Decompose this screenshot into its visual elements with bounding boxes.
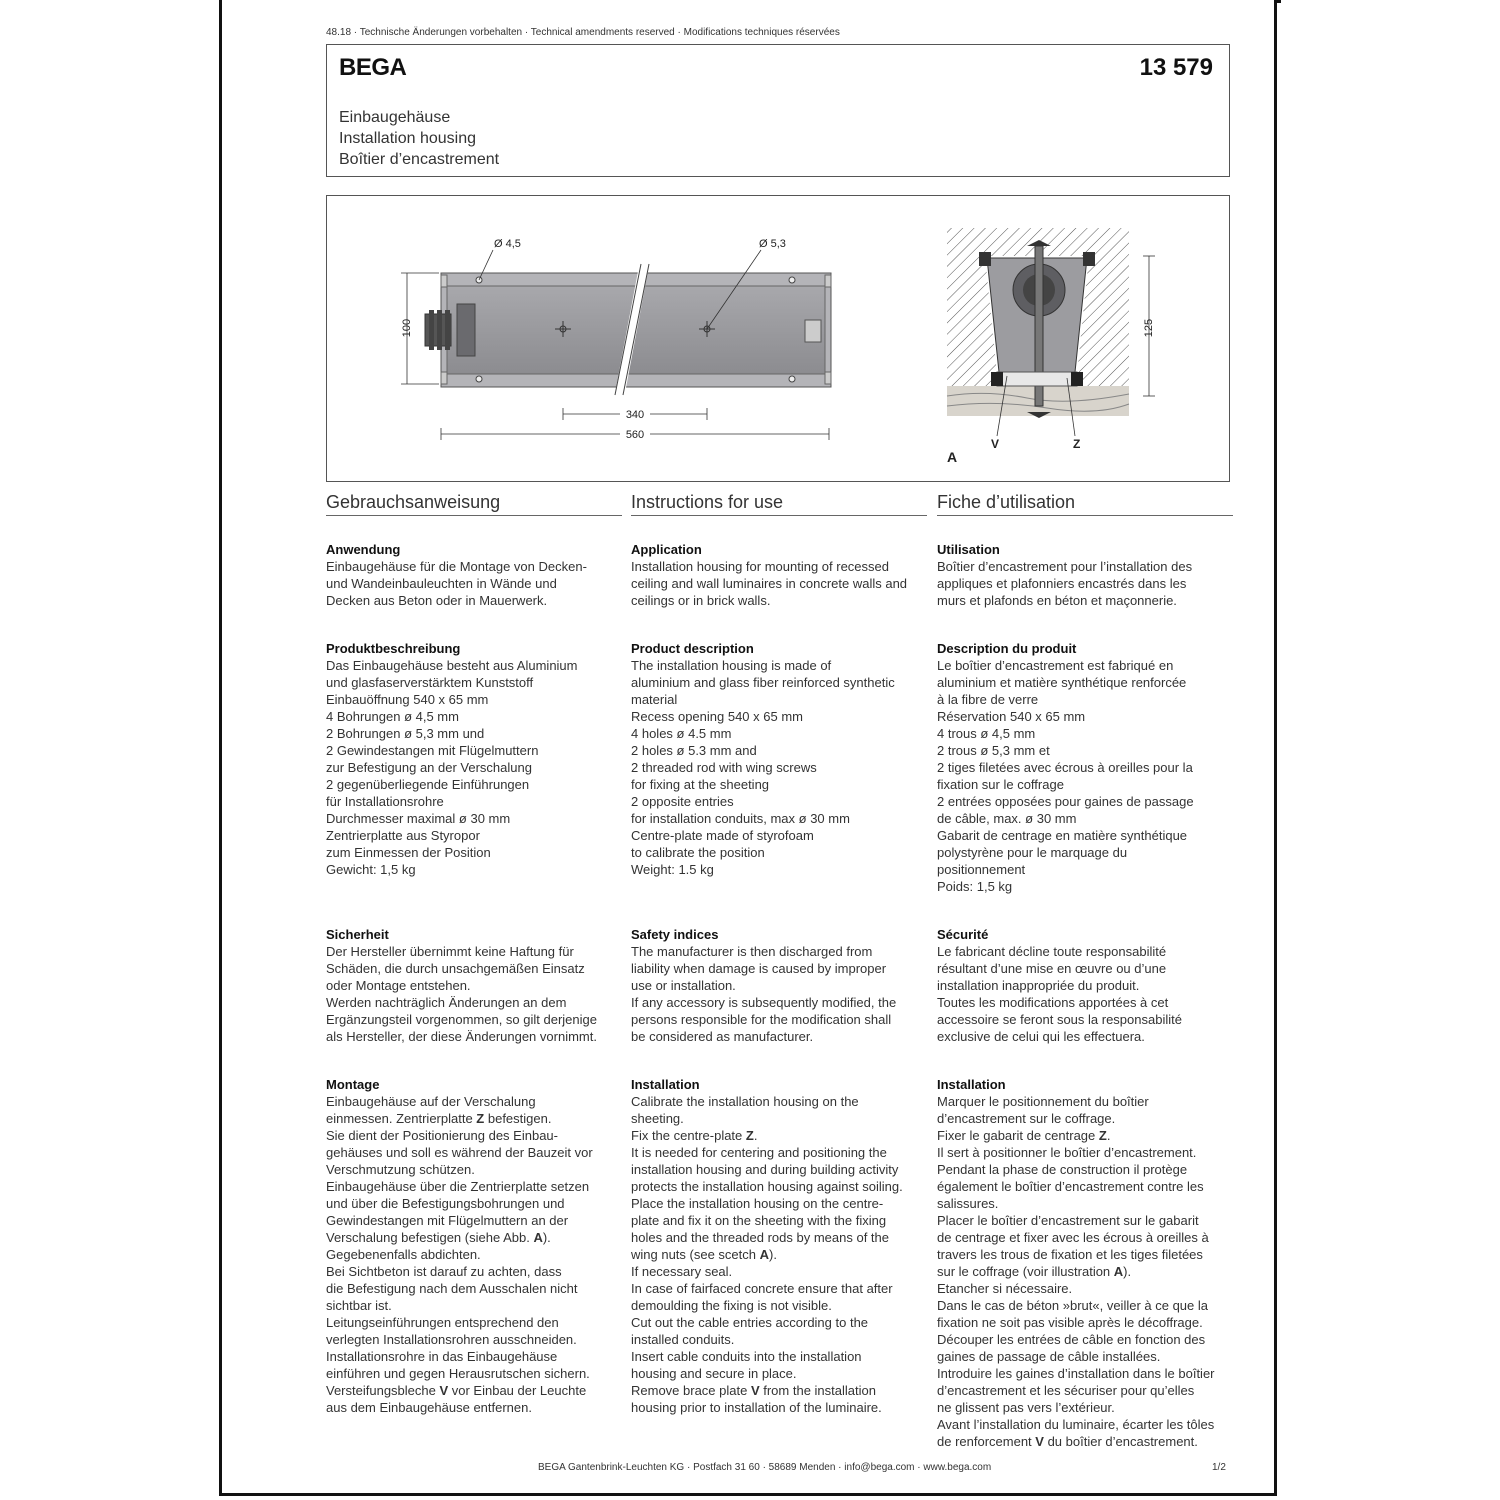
section-line: to calibrate the position (631, 845, 765, 860)
section-line: Zentrierplatte aus Styropor (326, 828, 480, 843)
section-line: The installation housing is made of (631, 658, 832, 673)
section-line: Versteifungsbleche V vor Einbau der Leuchte (326, 1383, 587, 1398)
section-line: Schäden, die durch unsachgemäßen Einsatz (326, 961, 585, 976)
section-line: 2 opposite entries (631, 794, 734, 809)
section-line: oder Montage entstehen. (326, 978, 471, 993)
section-line: Il sert à positionner le boîtier d’encastrement. (937, 1145, 1197, 1160)
section-line: Gewicht: 1,5 kg (326, 862, 416, 877)
section-line: sheeting. (631, 1111, 684, 1126)
section-line: 2 trous ø 5,3 mm et (937, 743, 1050, 758)
section-line: polystyrène pour le marquage du (937, 845, 1128, 860)
section-line: fixation ne soit pas visible après le décoffrage. (937, 1315, 1203, 1330)
section-line: fixation sur le coffrage (937, 777, 1064, 792)
section-line: installation housing and during building activity (631, 1162, 899, 1177)
column-header: Instructions for use (631, 494, 927, 516)
section-title: Sicherheit (326, 927, 389, 942)
section-line: Introduire les gaines d’installation dans le boîtier (937, 1366, 1215, 1381)
column-header: Gebrauchsanweisung (326, 494, 622, 516)
section-line: sichtbar ist. (326, 1298, 392, 1313)
section-line: Weight: 1.5 kg (631, 862, 714, 877)
section-line: 2 holes ø 5.3 mm and (631, 743, 757, 758)
section-title: Utilisation (937, 542, 1000, 557)
section-line: demoulding the fixing is not visible. (631, 1298, 832, 1313)
section-line: Dans le cas de béton »brut«, veiller à ce que la (937, 1298, 1209, 1313)
section-line: 4 Bohrungen ø 4,5 mm (326, 709, 459, 724)
section-line: Insert cable conduits into the installation (631, 1349, 862, 1364)
section-line: Verschmutzung schützen. (326, 1162, 475, 1177)
section-line: Remove brace plate V from the installation (631, 1383, 876, 1398)
section-line: sur le coffrage (voir illustration A). (937, 1264, 1132, 1279)
section-line: Sie dient der Positionierung des Einbau- (326, 1128, 558, 1143)
instruction-section (631, 541, 927, 609)
section-line: accessoire se feront sous la responsabilité (937, 1012, 1182, 1027)
section-line: Cut out the cable entries according to the (631, 1315, 869, 1330)
section-line: ceiling and wall luminaires in concrete walls and (631, 576, 908, 591)
section-line: Einbaugehäuse auf der Verschalung (326, 1094, 536, 1109)
section-line: Calibrate the installation housing on the (631, 1094, 859, 1109)
footer-address: BEGA Gantenbrink-Leuchten KG · Postfach 31 60 · 58689 Menden · info@bega.com · www.bega.com (538, 1462, 992, 1473)
section-line: Einbauöffnung 540 x 65 mm (326, 692, 489, 707)
section-line: positionnement (937, 862, 1026, 877)
hole-label-large: Ø 5,3 (759, 238, 786, 250)
dim-outer-label: 560 (625, 429, 645, 441)
instruction-section (631, 926, 927, 1045)
section-line: for installation conduits, max ø 30 mm (631, 811, 850, 826)
section-line: Avant l’installation du luminaire, écarter les tôles (937, 1417, 1215, 1432)
section-line: d’encastrement et les sécuriser pour qu’elles (937, 1383, 1195, 1398)
section-line: Der Hersteller übernimmt keine Haftung für (326, 944, 574, 959)
section-title: Installation (631, 1077, 700, 1092)
section-line: Einbaugehäuse über die Zentrierplatte setzen (326, 1179, 590, 1194)
instruction-section (937, 926, 1233, 1045)
section-line: holes and the threaded rods by means of the (631, 1230, 890, 1245)
section-line: If any accessory is subsequently modified, the (631, 995, 897, 1010)
section-line: ceilings or in brick walls. (631, 593, 771, 608)
height-dim-label: 100 (401, 318, 413, 338)
instruction-section (326, 541, 622, 609)
section-line: Etancher si nécessaire. (937, 1281, 1073, 1296)
article-number: 13 579 (1139, 54, 1213, 81)
section-line: Découper les entrées de câble en fonction des (937, 1332, 1206, 1347)
section-line: housing prior to installation of the luminaire. (631, 1400, 882, 1415)
section-line: einführen und gegen Herausrutschen sichern. (326, 1366, 590, 1381)
section-line: de renforcement V du boîtier d’encastrement. (937, 1434, 1198, 1449)
section-line: als Hersteller, der diese Änderungen vornimmt. (326, 1029, 597, 1044)
brand-logo: BEGA (339, 54, 407, 81)
section-line: 2 entrées opposées pour gaines de passage (937, 794, 1194, 809)
conduit-entry-left (425, 304, 475, 356)
section-line: Recess opening 540 x 65 mm (631, 709, 803, 724)
section-line: die Befestigung nach dem Ausschalen nicht (326, 1281, 578, 1296)
section-line: Fix the centre-plate Z. (631, 1128, 758, 1143)
section-line: Das Einbaugehäuse besteht aus Aluminium (326, 658, 578, 673)
section-height-label: 125 (1143, 318, 1155, 338)
section-line: aluminium et matière synthétique renforcée (937, 675, 1187, 690)
section-line: wing nuts (see scetch A). (631, 1247, 777, 1262)
section-line: gehäuses und soll es während der Bauzeit vor (326, 1145, 593, 1160)
section-line: résultant d’une mise en œuvre ou d’une (937, 961, 1167, 976)
section-line: und glasfaserverstärktem Kunststoff (326, 675, 534, 690)
section-line: liability when damage is caused by improper (631, 961, 887, 976)
section-line: zur Befestigung an der Verschalung (326, 760, 532, 775)
section-view-a (947, 228, 1129, 418)
section-line: und über die Befestigungsbohrungen und (326, 1196, 565, 1211)
section-line: Gegebenenfalls abdichten. (326, 1247, 481, 1262)
instruction-section (326, 640, 622, 878)
section-title: Safety indices (631, 927, 719, 942)
section-line: travers les trous de fixation et les tiges filetées (937, 1247, 1203, 1262)
section-line: installed conduits. (631, 1332, 735, 1347)
instruction-section (937, 541, 1233, 609)
section-line: Gewindestangen mit Flügelmuttern an der (326, 1213, 569, 1228)
instruction-section (326, 1076, 622, 1416)
drawing-svg (327, 196, 1229, 481)
section-title: Produktbeschreibung (326, 641, 461, 656)
section-line: Le fabricant décline toute responsabilité (937, 944, 1167, 959)
section-line: It is needed for centering and positioning the (631, 1145, 887, 1160)
section-line: 2 gegenüberliegende Einführungen (326, 777, 530, 792)
section-line: Installation housing for mounting of recessed (631, 559, 889, 574)
section-line: Le boîtier d’encastrement est fabriqué en (937, 658, 1174, 673)
section-line: einmessen. Zentrierplatte Z befestigen. (326, 1111, 552, 1126)
section-line: d’encastrement sur le coffrage. (937, 1111, 1116, 1126)
section-line: 2 Bohrungen ø 5,3 mm und (326, 726, 485, 741)
column-header: Fiche d’utilisation (937, 494, 1233, 516)
section-line: verlegten Installationsrohren ausschneiden. (326, 1332, 577, 1347)
section-line: de câble, max. ø 30 mm (937, 811, 1077, 826)
housing-plan-view (425, 264, 831, 395)
section-line: ne glissent pas vers l’extérieur. (937, 1400, 1115, 1415)
meta-line: 48.18 · Technische Änderungen vorbehalten · Technical amendments reserved · Modifications techniques réservées (326, 27, 840, 38)
page-number: 1/2 (1212, 1462, 1226, 1473)
section-line: The manufacturer is then discharged from (631, 944, 873, 959)
section-line: protects the installation housing against soiling. (631, 1179, 903, 1194)
section-title: Installation (937, 1077, 1006, 1092)
label-z: Z (1073, 437, 1081, 451)
section-line: Gabarit de centrage en matière synthétique (937, 828, 1188, 843)
section-line: und Wandeinbauleuchten in Wände und (326, 576, 557, 591)
title-fr: Boîtier d’encastrement (339, 151, 500, 168)
section-title: Anwendung (326, 542, 401, 557)
section-line: Place the installation housing on the centre- (631, 1196, 884, 1211)
section-line: If necessary seal. (631, 1264, 733, 1279)
section-line: Toutes les modifications apportées à cet (937, 995, 1169, 1010)
section-line: Boîtier d’encastrement pour l’installation des (937, 559, 1193, 574)
section-line: In case of fairfaced concrete ensure that after (631, 1281, 893, 1296)
section-line: appliques et plafonniers encastrés dans les (937, 576, 1187, 591)
dim-inner-label: 340 (625, 409, 645, 421)
section-line: zum Einmessen der Position (326, 845, 491, 860)
section-line: für Installationsrohre (326, 794, 444, 809)
title-en: Installation housing (339, 130, 476, 147)
section-line: housing and secure in place. (631, 1366, 797, 1381)
section-line: Einbaugehäuse für die Montage von Decken- (326, 559, 587, 574)
column-english (631, 492, 927, 1415)
section-line: aus dem Einbaugehäuse entfernen. (326, 1400, 532, 1415)
section-line: 4 trous ø 4,5 mm (937, 726, 1036, 741)
section-line: Leitungseinführungen entsprechend den (326, 1315, 559, 1330)
product-titles (339, 107, 499, 170)
section-line: installation inappropriée du produit. (937, 978, 1140, 993)
section-line: Bei Sichtbeton ist darauf zu achten, dass (326, 1264, 562, 1279)
section-title: Montage (326, 1077, 380, 1092)
technical-drawing (326, 195, 1230, 482)
section-title: Application (631, 542, 702, 557)
section-line: Centre-plate made of styrofoam (631, 828, 814, 843)
section-line: Réservation 540 x 65 mm (937, 709, 1086, 724)
hole-label-small: Ø 4,5 (494, 238, 521, 250)
section-title: Sécurité (937, 927, 989, 942)
section-line: be considered as manufacturer. (631, 1029, 814, 1044)
section-line: for fixing at the sheeting (631, 777, 770, 792)
section-line: plate and fix it on the sheeting with the fixing (631, 1213, 887, 1228)
section-line: persons responsible for the modification shall (631, 1012, 892, 1027)
section-line: Decken aus Beton oder in Mauerwerk. (326, 593, 548, 608)
section-line: 4 holes ø 4.5 mm (631, 726, 732, 741)
clip-right (805, 320, 821, 342)
section-line: Ergänzungsteil vorgenommen, so gilt derjenige (326, 1012, 597, 1027)
label-v: V (991, 437, 1000, 451)
section-line: 2 tiges filetées avec écrous à oreilles pour la (937, 760, 1193, 775)
instruction-section (937, 1076, 1233, 1450)
section-line: à la fibre de verre (937, 692, 1039, 707)
section-line: Pendant la phase de construction il protège (937, 1162, 1188, 1177)
section-line: Marquer le positionnement du boîtier (937, 1094, 1149, 1109)
instruction-section (326, 926, 622, 1045)
section-line: Werden nachträglich Änderungen an dem (326, 995, 567, 1010)
section-line: de centrage et fixer avec les écrous à oreilles à (937, 1230, 1209, 1245)
column-german (326, 492, 622, 1415)
section-line: exclusive de celui qui les effectuera. (937, 1029, 1145, 1044)
section-line: Verschalung befestigen (siehe Abb. A). (326, 1230, 551, 1245)
section-line: use or installation. (631, 978, 736, 993)
section-line: Poids: 1,5 kg (937, 879, 1013, 894)
section-title: Product description (631, 641, 754, 656)
label-a: A (947, 449, 958, 465)
section-line: 2 Gewindestangen mit Flügelmuttern (326, 743, 539, 758)
header-box (326, 44, 1230, 177)
section-line: Placer le boîtier d’encastrement sur le gabarit (937, 1213, 1199, 1228)
section-line: aluminium and glass fiber reinforced synthetic (631, 675, 895, 690)
section-line: murs et plafonds en béton et maçonnerie. (937, 593, 1177, 608)
section-line: salissures. (937, 1196, 999, 1211)
instruction-section (631, 640, 927, 878)
section-line: Durchmesser maximal ø 30 mm (326, 811, 511, 826)
instruction-section (937, 640, 1233, 895)
section-title: Description du produit (937, 641, 1077, 656)
section-line: Installationsrohre in das Einbaugehäuse (326, 1349, 558, 1364)
section-line: également le boîtier d’encastrement contre les (937, 1179, 1204, 1194)
column-french (937, 492, 1233, 1449)
section-line: gaines de passage de câble installées. (937, 1349, 1161, 1364)
title-de: Einbaugehäuse (339, 109, 451, 126)
section-line: material (631, 692, 678, 707)
section-line: Fixer le gabarit de centrage Z. (937, 1128, 1111, 1143)
section-line: 2 threaded rod with wing screws (631, 760, 817, 775)
instruction-section (631, 1076, 927, 1416)
